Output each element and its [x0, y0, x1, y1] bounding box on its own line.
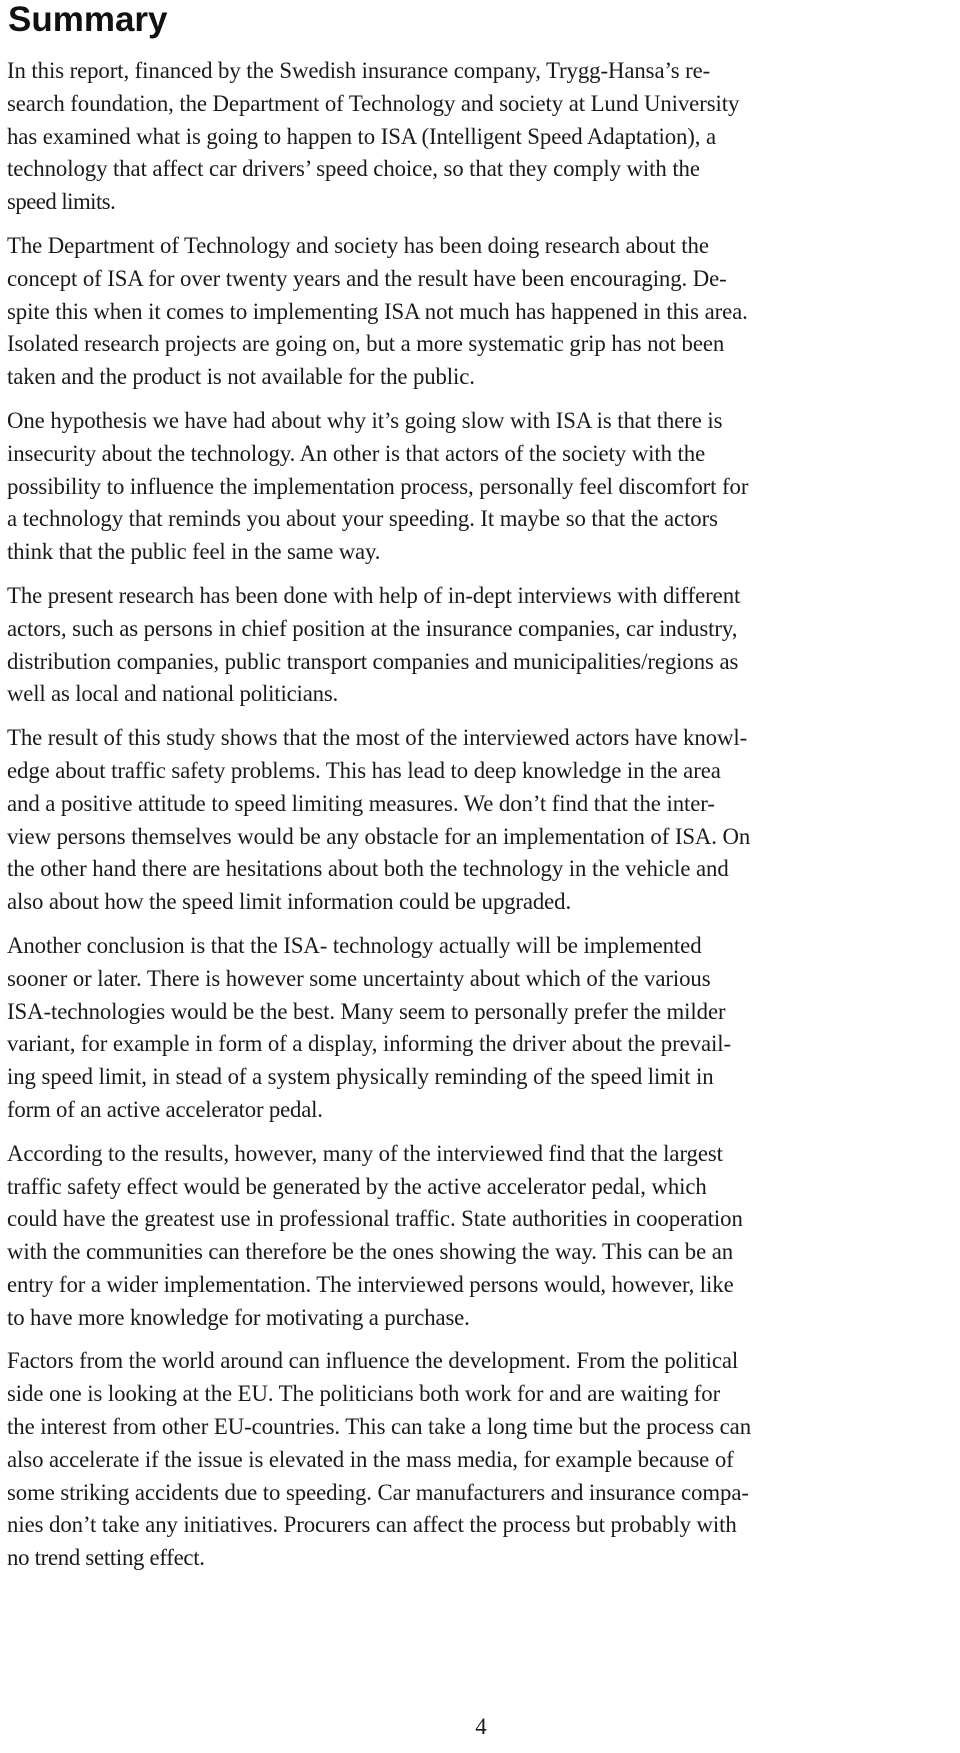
text-line: view persons themselves would be any obstacle for an implementation of ISA. On [7, 823, 751, 849]
text-line: possibility to influence the implementation process, personally feel discomfort for [7, 473, 749, 499]
paragraph [7, 1138, 960, 1335]
text-line: no trend setting effect. [7, 1545, 205, 1571]
text-line: the other hand there are hesitations about both the technology in the vehicle and [7, 856, 729, 882]
text-line: edge about traffic safety problems. This has lead to deep knowledge in the area [7, 757, 721, 783]
text-line: Isolated research projects are going on, but a more systematic grip has not been [7, 331, 725, 357]
text-line: actors, such as persons in chief position at the insurance companies, car industry, [7, 615, 738, 641]
text-line: with the communities can therefore be the ones showing the way. This can be an [7, 1239, 734, 1265]
text-line: spite this when it comes to implementing ISA not much has happened in this area. [7, 298, 748, 324]
text-line: speed limits. [7, 189, 116, 215]
text-line: The result of this study shows that the most of the interviewed actors have knowl- [7, 725, 748, 751]
text-line: technology that affect car drivers’ speed choice, so that they comply with the [7, 156, 700, 182]
text-line: In this report, financed by the Swedish insurance company, Trygg-Hansa’s re- [7, 58, 711, 83]
text-line: Factors from the world around can influence the development. From the political [7, 1348, 739, 1374]
text-line: insecurity about the technology. An other is that actors of the society with the [7, 440, 706, 466]
summary-body [7, 55, 960, 1586]
paragraph [7, 1345, 960, 1575]
text-line: also accelerate if the issue is elevated in the mass media, for example because of [7, 1446, 734, 1472]
text-line: nies don’t take any initiatives. Procurers can affect the process but probably with [7, 1512, 737, 1538]
text-line: The Department of Technology and society has been doing research about the [7, 232, 709, 258]
text-line: concept of ISA for over twenty years and the result have been encouraging. De- [7, 265, 727, 291]
text-line: entry for a wider implementation. The interviewed persons would, however, like [7, 1271, 734, 1297]
text-line: Another conclusion is that the ISA- technology actually will be implemented [7, 932, 702, 958]
text-line: variant, for example in form of a display, informing the driver about the prevail- [7, 1031, 731, 1057]
text-line: also about how the speed limit information could be upgraded. [7, 889, 572, 915]
text-line: could have the greatest use in professional traffic. State authorities in cooperation [7, 1206, 743, 1232]
text-line: and a positive attitude to speed limiting measures. We don’t find that the inter- [7, 790, 715, 816]
text-line: ISA-technologies would be the best. Many seem to personally prefer the milder [7, 998, 726, 1024]
text-line: a technology that reminds you about your speeding. It maybe so that the actors [7, 506, 718, 532]
section-heading: Summary [8, 0, 168, 39]
text-line: to have more knowledge for motivating a purchase. [7, 1304, 470, 1330]
text-line: form of an active accelerator pedal. [7, 1096, 323, 1122]
paragraph [7, 722, 960, 919]
text-line: think that the public feel in the same way. [7, 539, 381, 565]
text-line: One hypothesis we have had about why it’s going slow with ISA is that there is [7, 407, 723, 433]
text-line: distribution companies, public transport companies and municipalities/regions as [7, 648, 739, 674]
paragraph [7, 930, 960, 1127]
text-line: well as local and national politicians. [7, 681, 339, 707]
text-line: traffic safety effect would be generated by the active accelerator pedal, which [7, 1173, 707, 1199]
text-line: side one is looking at the EU. The politicians both work for and are waiting for [7, 1381, 721, 1407]
paragraph [7, 230, 960, 394]
paragraph [7, 55, 960, 219]
text-line: ing speed limit, in stead of a system physically reminding of the speed limit in [7, 1064, 714, 1090]
text-line: According to the results, however, many of the interviewed find that the largest [7, 1140, 723, 1166]
text-line: sooner or later. There is however some uncertainty about which of the various [7, 965, 711, 991]
text-line: the interest from other EU-countries. This can take a long time but the process can [7, 1414, 752, 1440]
text-line: taken and the product is not available for the public. [7, 364, 475, 390]
text-line: has examined what is going to happen to ISA (Intelligent Speed Adaptation), a [7, 123, 717, 149]
page-number: 4 [475, 1714, 487, 1739]
text-line: search foundation, the Department of Technology and society at Lund University [7, 90, 740, 116]
text-line: some striking accidents due to speeding. Car manufacturers and insurance compa- [7, 1479, 749, 1505]
paragraph [7, 405, 960, 569]
text-line: The present research has been done with help of in-dept interviews with different [7, 582, 741, 608]
paragraph [7, 580, 960, 711]
